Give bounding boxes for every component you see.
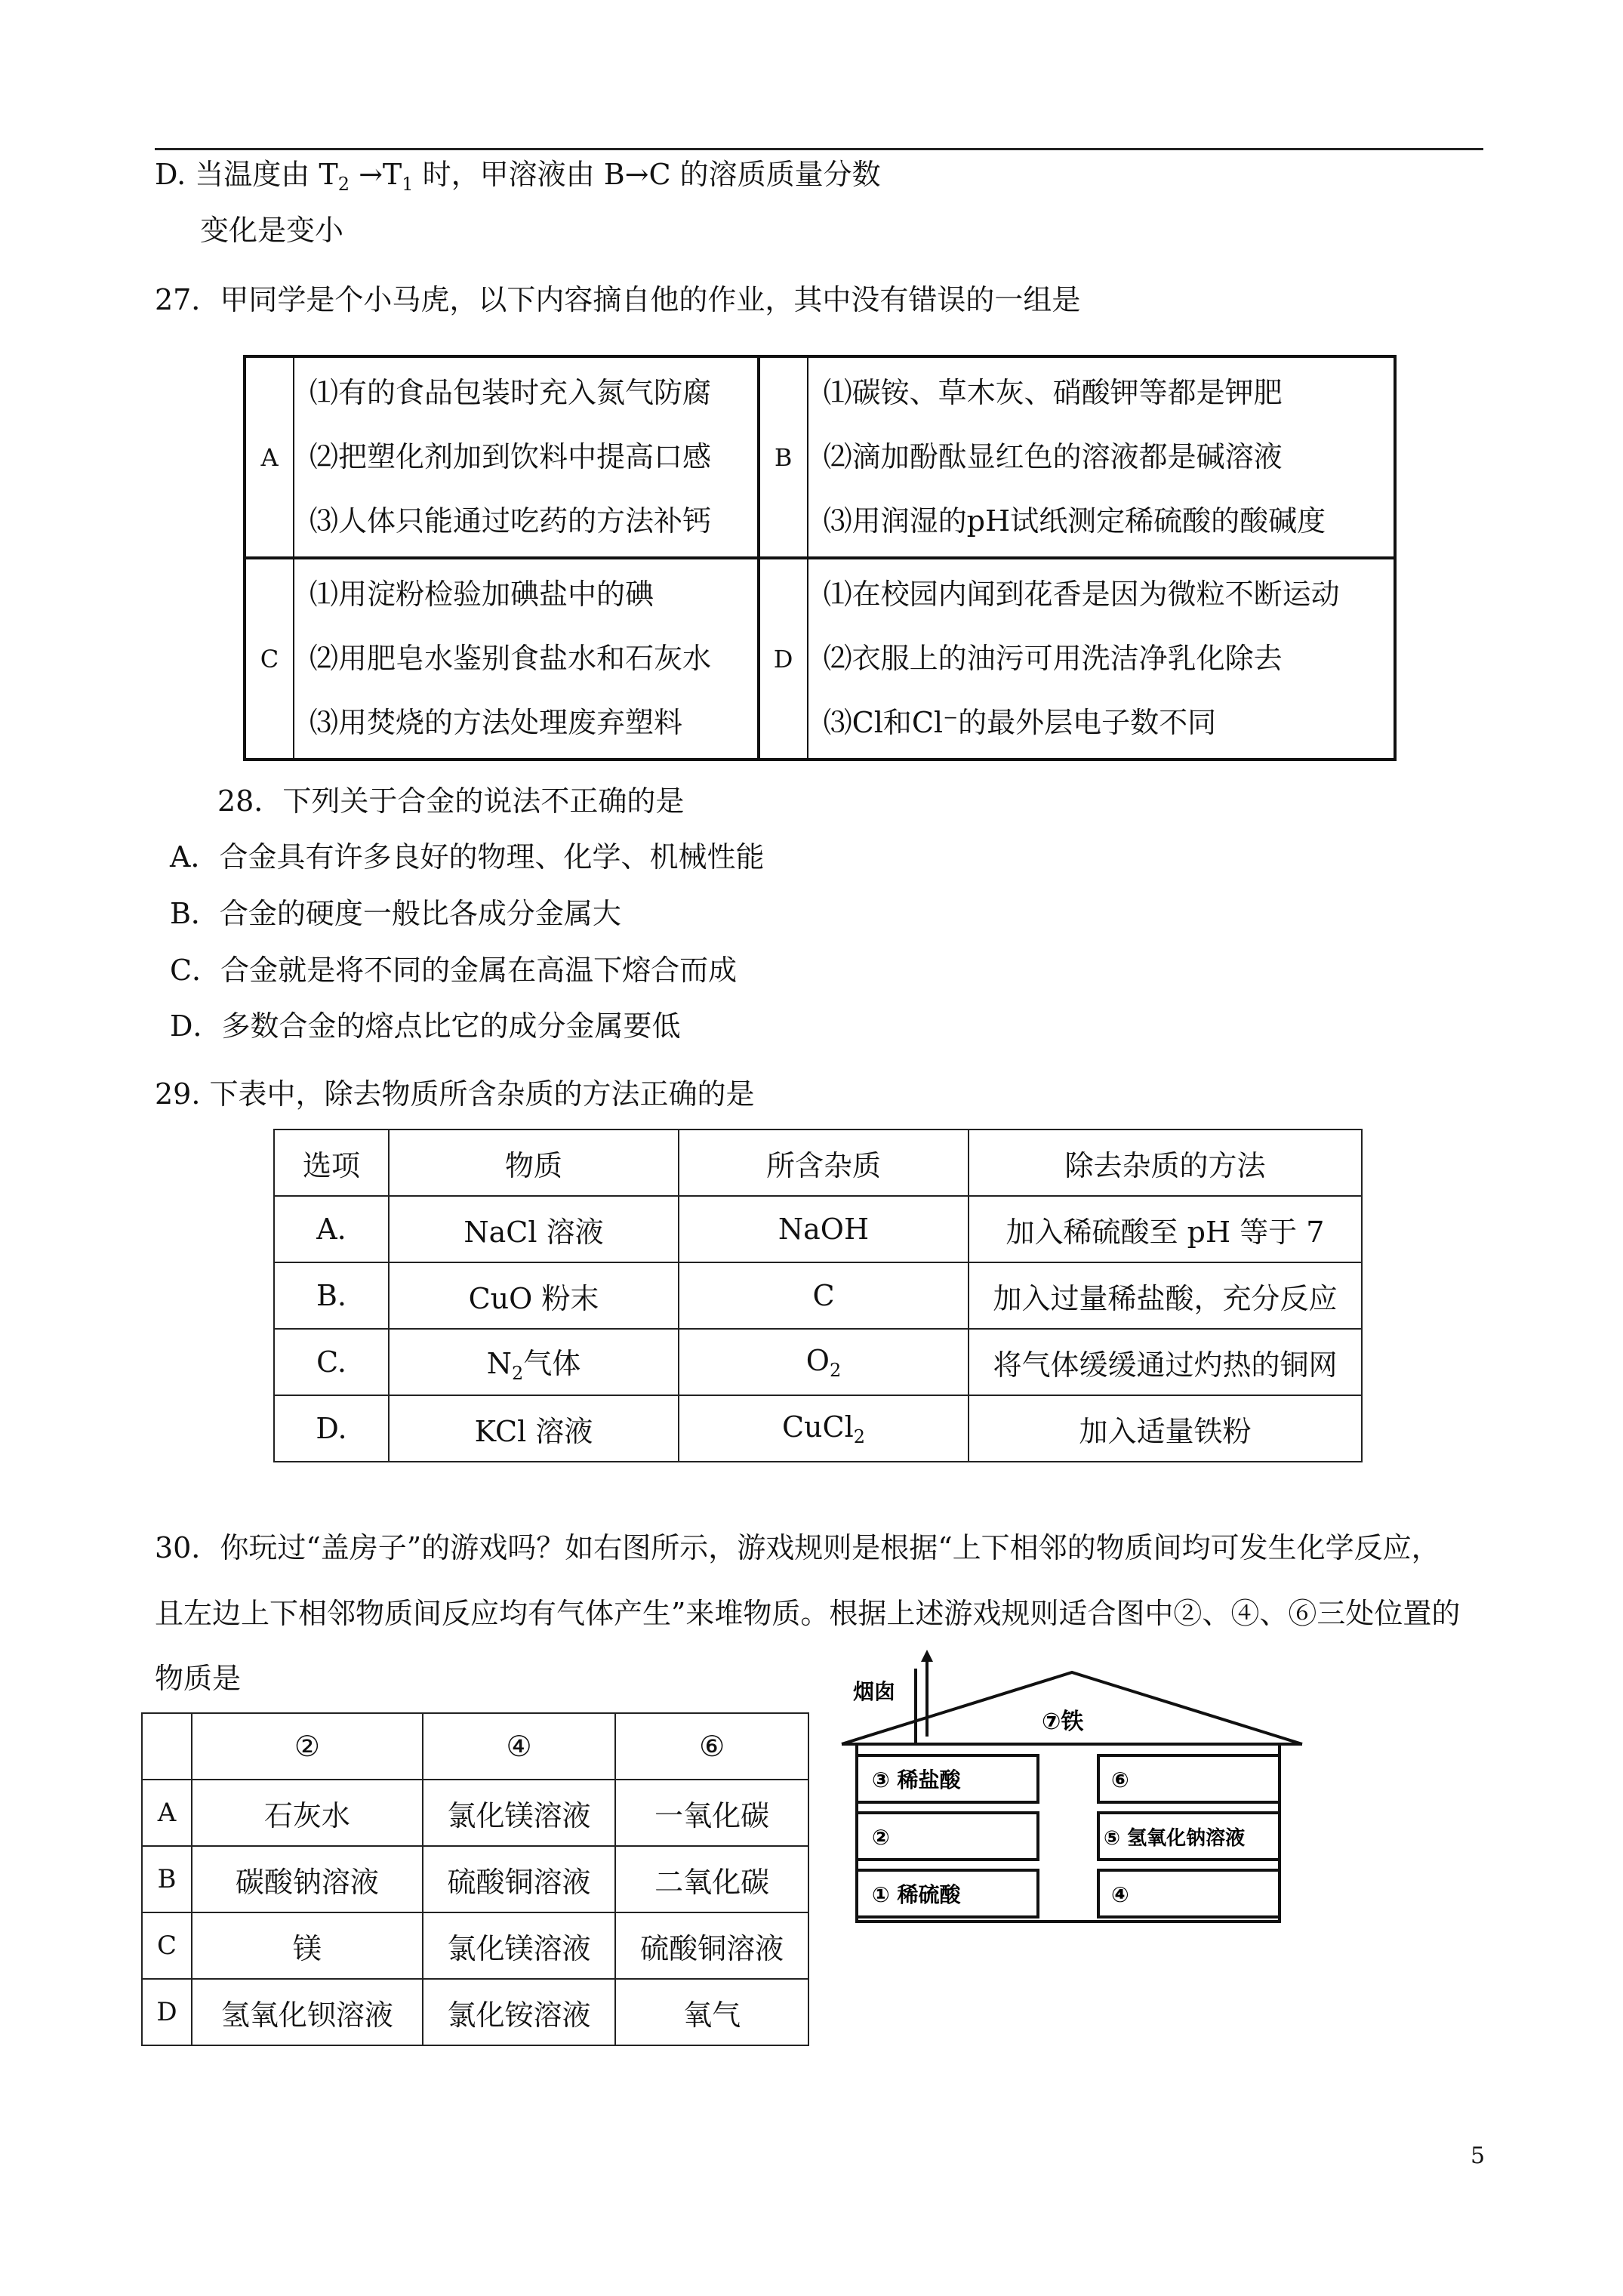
q27-table: [243, 355, 1397, 761]
q30-stem-line2: 且左边上下相邻物质间反应均有气体产生”来堆物质。根据上述游戏规则适合图中②、④、⑥三处位置的: [155, 1597, 1461, 1630]
house-slot-2: ②: [872, 1825, 890, 1850]
q28-option-b: B．合金的硬度一般比各成分金属大: [170, 897, 621, 930]
table-row: C. $N_2$气体 $O_2$ 将气体缓缓通过灼热的铜网: [274, 1329, 1362, 1395]
house-diagram: [838, 1650, 1306, 1929]
table-row: C 镁 氯化镁溶液 硫酸铜溶液: [142, 1912, 808, 1979]
q26-option-d-line2: 变化是变小: [200, 214, 344, 247]
q27-items-a: ⑴有的食品包装时充入氮气防腐 ⑵把塑化剂加到饮料中提高口感 ⑶人体只能通过吃药的方法补钙: [294, 356, 759, 558]
house-slot-1: ① 稀硫酸: [872, 1882, 961, 1907]
q28-option-a: A．合金具有许多良好的物理、化学、机械性能: [170, 840, 765, 874]
q27-items-b: ⑴碳铵、草木灰、硝酸钾等都是钾肥 ⑵滴加酚酞显红色的溶液都是碱溶液 ⑶用润湿的pH试纸测定稀硫酸的酸碱度: [808, 356, 1395, 558]
house-slot-5: ⑤ 氢氧化钠溶液: [1104, 1827, 1246, 1850]
table-row: B 碳酸钠溶液 硫酸铜溶液 二氧化碳: [142, 1846, 808, 1912]
table-header-row: ② ④ ⑥: [142, 1713, 808, 1780]
q27-label-c: C: [245, 558, 294, 760]
house-slot-4: ④: [1111, 1882, 1129, 1907]
q29-table: [273, 1129, 1363, 1462]
q26-option-d-line1: D. 当温度由 $T_2 \to T_1$ 时，甲溶液由 B→C 的溶质质量分数: [155, 158, 881, 195]
q30-stem-line1: 30．你玩过“盖房子”的游戏吗？如右图所示，游戏规则是根据“上下相邻的物质间均可发生化学反应，: [155, 1531, 1440, 1564]
table-row: D. KCl 溶液 CuCl$_2$ 加入适量铁粉: [274, 1395, 1362, 1462]
chimney-label: 烟囱: [853, 1679, 896, 1704]
header-option: 选项: [274, 1130, 389, 1196]
chimney-arrow-icon: [921, 1650, 933, 1662]
roof-label: ⑦铁: [1042, 1709, 1084, 1735]
q28-option-c: C．合金就是将不同的金属在高温下熔合而成: [170, 954, 738, 987]
q27-label-b: B: [759, 356, 808, 558]
q27-label-a: A: [245, 356, 294, 558]
header-method: 除去杂质的方法: [969, 1130, 1362, 1196]
table-row: A. NaCl 溶液 NaOH 加入稀硫酸至 pH 等于 7: [274, 1196, 1362, 1262]
header-substance: 物质: [389, 1130, 679, 1196]
q28-stem: 28．下列关于合金的说法不正确的是: [217, 784, 685, 818]
q27-items-d: ⑴在校园内闻到花香是因为微粒不断运动 ⑵衣服上的油污可用洗洁净乳化除去 ⑶Cl和Cl⁻的最外层电子数不同: [808, 558, 1395, 760]
table-row: A 石灰水 氯化镁溶液 一氧化碳: [142, 1780, 808, 1846]
table-row: B. CuO 粉末 C 加入过量稀盐酸，充分反应: [274, 1262, 1362, 1329]
table-row: D 氢氧化钡溶液 氯化铵溶液 氧气: [142, 1979, 808, 2045]
header-impurity: 所含杂质: [679, 1130, 969, 1196]
house-slot-6: ⑥: [1111, 1767, 1129, 1792]
q27-label-d: D: [759, 558, 808, 760]
q27-stem: 27．甲同学是个小马虎，以下内容摘自他的作业，其中没有错误的一组是: [155, 283, 1081, 316]
q29-stem: 29. 下表中，除去物质所含杂质的方法正确的是: [155, 1077, 755, 1111]
q27-items-c: ⑴用淀粉检验加碘盐中的碘 ⑵用肥皂水鉴别食盐水和石灰水 ⑶用焚烧的方法处理废弃塑料: [294, 558, 759, 760]
table-header-row: [274, 1130, 1362, 1196]
q30-stem-line3: 物质是: [155, 1662, 242, 1695]
page-number: 5: [1471, 2143, 1486, 2169]
top-rule: [155, 148, 1483, 150]
q28-option-d: D．多数合金的熔点比它的成分金属要低: [170, 1009, 681, 1043]
house-slot-3: ③ 稀盐酸: [872, 1767, 961, 1792]
q30-table: [141, 1712, 809, 2046]
